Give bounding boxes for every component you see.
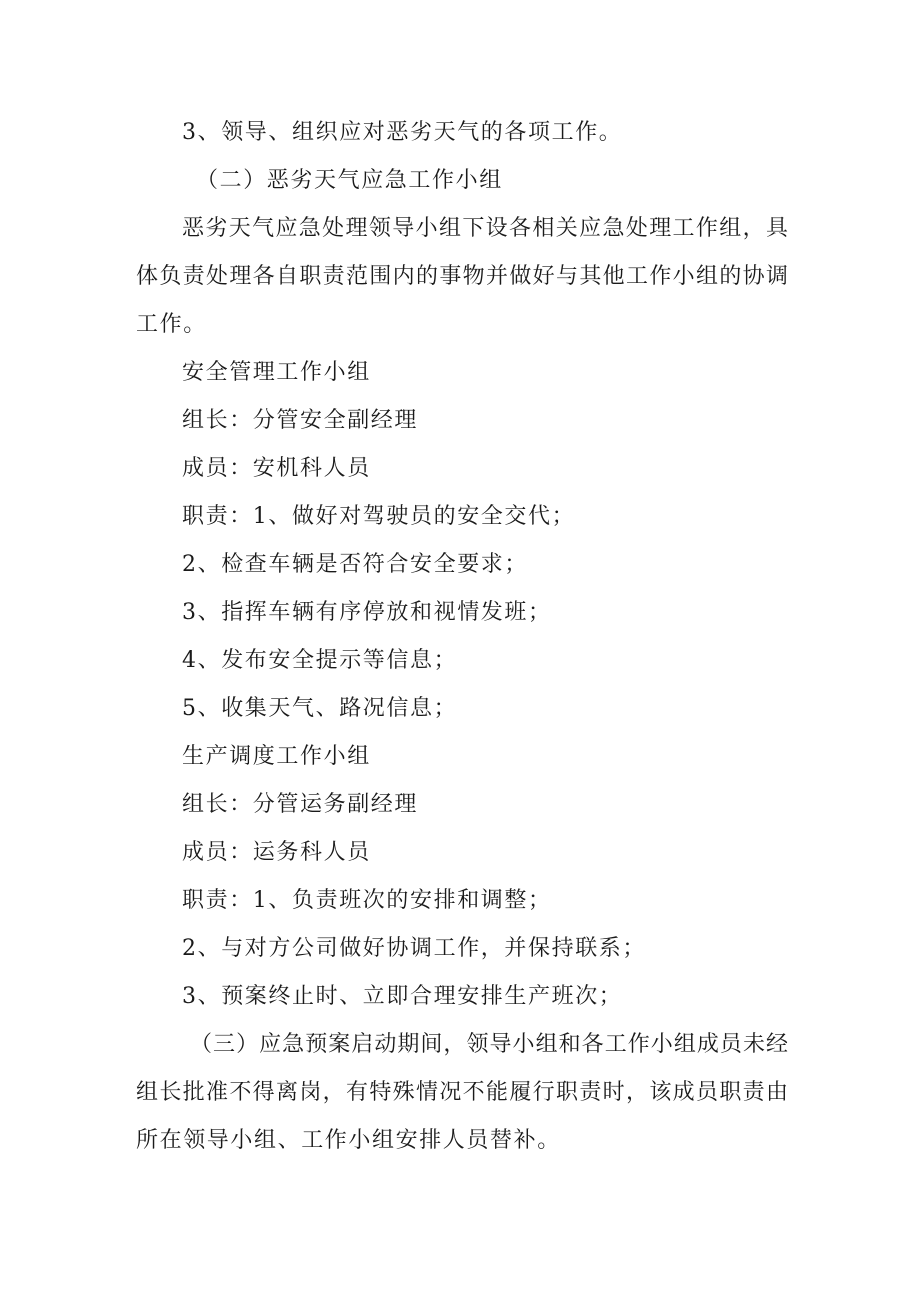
paragraph-line: 工作。 [136,312,207,337]
subgroup-title: 安全管理工作小组 [182,360,371,385]
paragraph-line: 组长批准不得离岗，有特殊情况不能履行职责时，该成员职责由 [136,1080,788,1105]
paragraph-line: （三）应急预案启动期间，领导小组和各工作小组成员未经 [190,1032,788,1057]
list-item: 2、检查车辆是否符合安全要求； [182,552,528,577]
paragraph-line: 组长：分管安全副经理 [182,408,419,433]
list-item: 3、指挥车辆有序停放和视情发班； [182,600,552,625]
list-item: 3、预案终止时、立即合理安排生产班次； [182,984,623,1009]
paragraph-line: 所在领导小组、工作小组安排人员替补。 [136,1128,561,1153]
paragraph-line: 体负责处理各自职责范围内的事物并做好与其他工作小组的协调 [136,264,788,289]
list-item: 5、收集天气、路况信息； [182,696,458,721]
paragraph-line: 3、领导、组织应对恶劣天气的各项工作。 [182,120,623,145]
list-item: 2、与对方公司做好协调工作，并保持联系； [182,936,646,961]
paragraph-line: 成员：安机科人员 [182,456,371,481]
subgroup-title: 生产调度工作小组 [182,744,371,769]
paragraph-line: 成员：运务科人员 [182,840,371,865]
paragraph-line: 职责：1、做好对驾驶员的安全交代； [182,504,576,529]
section-heading: （二）恶劣天气应急工作小组 [196,168,503,193]
list-item: 4、发布安全提示等信息； [182,648,458,673]
paragraph-line: 职责：1、负责班次的安排和调整； [182,888,552,913]
paragraph-line: 组长：分管运务副经理 [182,792,419,817]
paragraph-line: 恶劣天气应急处理领导小组下设各相关应急处理工作组，具 [182,216,788,241]
